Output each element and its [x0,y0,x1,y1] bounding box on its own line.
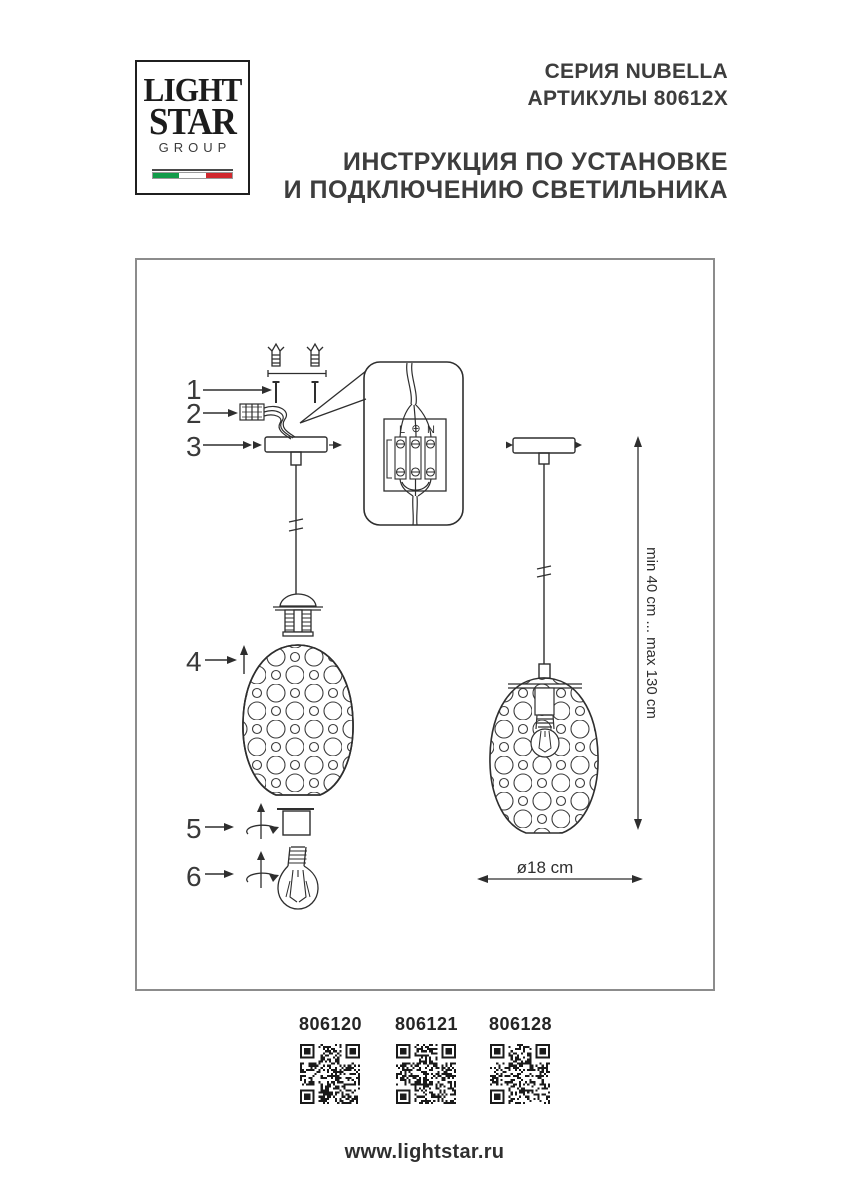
qr-code [396,1044,456,1104]
logo-text-group: GROUP [158,140,232,155]
lightstar-logo [135,60,250,195]
height-dimension-label: min 40 cm ... max 130 cm [643,547,660,719]
instruction-title-line1: ИНСТРУКЦИЯ ПО УСТАНОВКЕ [342,148,728,176]
qr-code [300,1044,360,1104]
pendant-cord-left [289,465,303,594]
wiring-labels [399,423,435,436]
lamp-socket [273,594,323,636]
logo-text-light: LIGHT [143,72,242,109]
qr-item-806120 [299,1014,361,1109]
step-4-label: 4 [186,646,202,677]
step-3-label: 3 [186,431,202,462]
light-bulb [278,847,318,909]
diameter-dimension-label: ø18 cm [516,858,574,877]
article-code: 806120 [299,1014,363,1034]
article-code: 806128 [489,1014,553,1034]
logo-text-star: STAR [149,101,236,143]
leader-arrows [203,386,272,878]
instruction-title-line2: И ПОДКЛЮЧЕНИЮ СВЕТИЛЬНИКА [283,176,728,204]
qr-item-806121 [395,1014,457,1109]
pendant-cord-right [537,464,551,678]
website-url: www.lightstar.ru [344,1141,505,1163]
height-dimension [634,436,642,830]
rotate-arrow-step5 [247,803,279,839]
wall-anchors [268,344,326,403]
lamp-shade-left [243,645,353,795]
installation-diagram [135,258,715,991]
step-6-label: 6 [186,861,202,892]
terminal-l-label: L [398,424,406,436]
italian-flag-bar [152,169,233,177]
rotate-arrow-step6 [247,851,279,888]
series-name: СЕРИЯ NUBELLA [544,60,728,83]
ceiling-canopy-left [265,437,342,465]
ceiling-canopy-right [506,438,582,464]
qr-item-806128 [489,1014,551,1109]
step-labels [186,374,202,892]
shade-ring [277,809,314,835]
step-5-label: 5 [186,813,202,844]
step-1-label: 1 [186,374,202,405]
article-code: 806121 [395,1014,459,1034]
lift-arrow-step4 [240,645,248,674]
qr-code [490,1044,550,1104]
terminal-block [240,404,295,439]
terminal-n-label: N [427,424,435,436]
terminal-ground-label: ⊕ [411,423,421,435]
article-number: АРТИКУЛЫ 80612X [527,87,728,110]
wiring-callout [300,362,463,525]
step-2-label: 2 [186,398,202,429]
document-header [284,58,728,204]
